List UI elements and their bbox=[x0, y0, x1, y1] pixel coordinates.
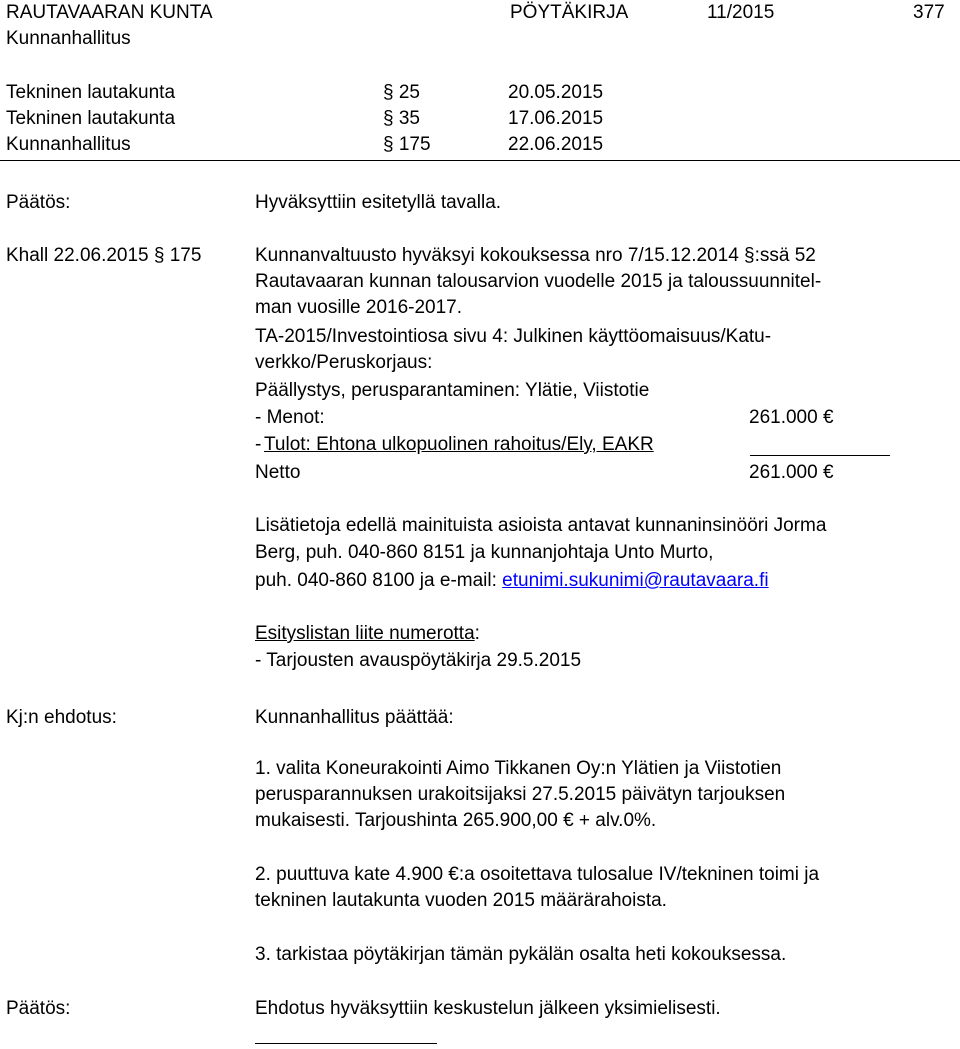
info-line: Berg, puh. 040-860 8151 ja kunnanjohtaja Unto Murto, bbox=[255, 542, 714, 563]
body-text-line: man vuosille 2016-2017. bbox=[255, 297, 463, 318]
attachments-heading-text: Esityslistan liite numerotta bbox=[255, 623, 475, 644]
expenses-value: 261.000 € bbox=[749, 407, 834, 428]
document-type: PÖYTÄKIRJA bbox=[510, 2, 629, 23]
income-underline bbox=[750, 455, 890, 456]
net-value: 261.000 € bbox=[749, 462, 834, 483]
proposal-item-line: perusparannuksen urakoitsijaksi 27.5.2015 päivätyn tarjouksen bbox=[255, 784, 786, 805]
body-text-line: TA-2015/Investointiosa sivu 4: Julkinen käyttöomaisuus/Katu- bbox=[255, 326, 772, 347]
handling-body: Kunnanhallitus bbox=[6, 134, 131, 155]
proposal-item-line: 3. tarkistaa pöytäkirjan tämän pykälän osalta heti kokouksessa. bbox=[255, 944, 787, 965]
email-link[interactable]: etunimi.sukunimi@rautavaara.fi bbox=[502, 570, 769, 591]
document-number: 11/2015 bbox=[707, 2, 775, 23]
header-divider bbox=[0, 160, 960, 161]
meeting-reference: Khall 22.06.2015 § 175 bbox=[6, 245, 202, 266]
handling-body: Tekninen lautakunta bbox=[6, 108, 176, 129]
body-text-line: Kunnanvaltuusto hyväksyi kokouksessa nro 7/15.12.2014 §:ssä 52 bbox=[255, 245, 816, 266]
proposal-label: Kj:n ehdotus: bbox=[6, 707, 117, 728]
net-label: Netto bbox=[255, 462, 301, 483]
proposal-item-line: mukaisesti. Tarjoushinta 265.900,00 € + alv.0%. bbox=[255, 810, 657, 831]
body-text-line: Päällystys, perusparantaminen: Ylätie, Viistotie bbox=[255, 380, 650, 401]
handling-section: § 35 bbox=[383, 108, 420, 129]
body-text-line: verkko/Peruskorjaus: bbox=[255, 352, 433, 373]
proposal-item-line: 1. valita Koneurakointi Aimo Tikkanen Oy:n Ylätien ja Viistotien bbox=[255, 758, 782, 779]
proposal-item-line: tekninen lautakunta vuoden 2015 määrärahoista. bbox=[255, 890, 667, 911]
body-text-line: Rautavaaran kunnan talousarvion vuodelle 2015 ja taloussuunnitel- bbox=[255, 271, 822, 292]
info-line-prefix: puh. 040-860 8100 ja e-mail: bbox=[255, 570, 503, 591]
decision-text: Ehdotus hyväksyttiin keskustelun jälkeen yksimielisesti. bbox=[255, 998, 721, 1019]
handling-body: Tekninen lautakunta bbox=[6, 82, 176, 103]
decision-text: Hyväksyttiin esitetyllä tavalla. bbox=[255, 192, 502, 213]
handling-section: § 25 bbox=[383, 82, 420, 103]
handling-section: § 175 bbox=[383, 134, 431, 155]
decision-label: Päätös: bbox=[6, 998, 71, 1019]
attachments-heading bbox=[255, 623, 480, 646]
header-body: Kunnanhallitus bbox=[6, 28, 131, 49]
handling-date: 20.05.2015 bbox=[508, 82, 604, 103]
attachments-heading-colon: : bbox=[474, 623, 480, 644]
proposal-item-line: 2. puuttuva kate 4.900 €:a osoitettava tulosalue IV/tekninen toimi ja bbox=[255, 864, 820, 885]
decision-label: Päätös: bbox=[6, 192, 71, 213]
attachment-item: - Tarjousten avauspöytäkirja 29.5.2015 bbox=[255, 650, 582, 671]
expenses-label: - Menot: bbox=[255, 407, 325, 428]
end-rule bbox=[255, 1043, 437, 1044]
info-line: Lisätietoja edellä mainituista asioista antavat kunnaninsinööri Jorma bbox=[255, 515, 827, 536]
income-label: Tulot: Ehtona ulkopuolinen rahoitus/Ely, EAKR bbox=[264, 434, 654, 455]
handling-date: 17.06.2015 bbox=[508, 108, 604, 129]
info-line bbox=[255, 570, 769, 593]
org-name: RAUTAVAARAN KUNTA bbox=[6, 2, 213, 23]
page-number: 377 bbox=[913, 2, 945, 23]
handling-date: 22.06.2015 bbox=[508, 134, 604, 155]
income-dash: - bbox=[255, 434, 262, 455]
proposal-intro: Kunnanhallitus päättää: bbox=[255, 707, 454, 728]
